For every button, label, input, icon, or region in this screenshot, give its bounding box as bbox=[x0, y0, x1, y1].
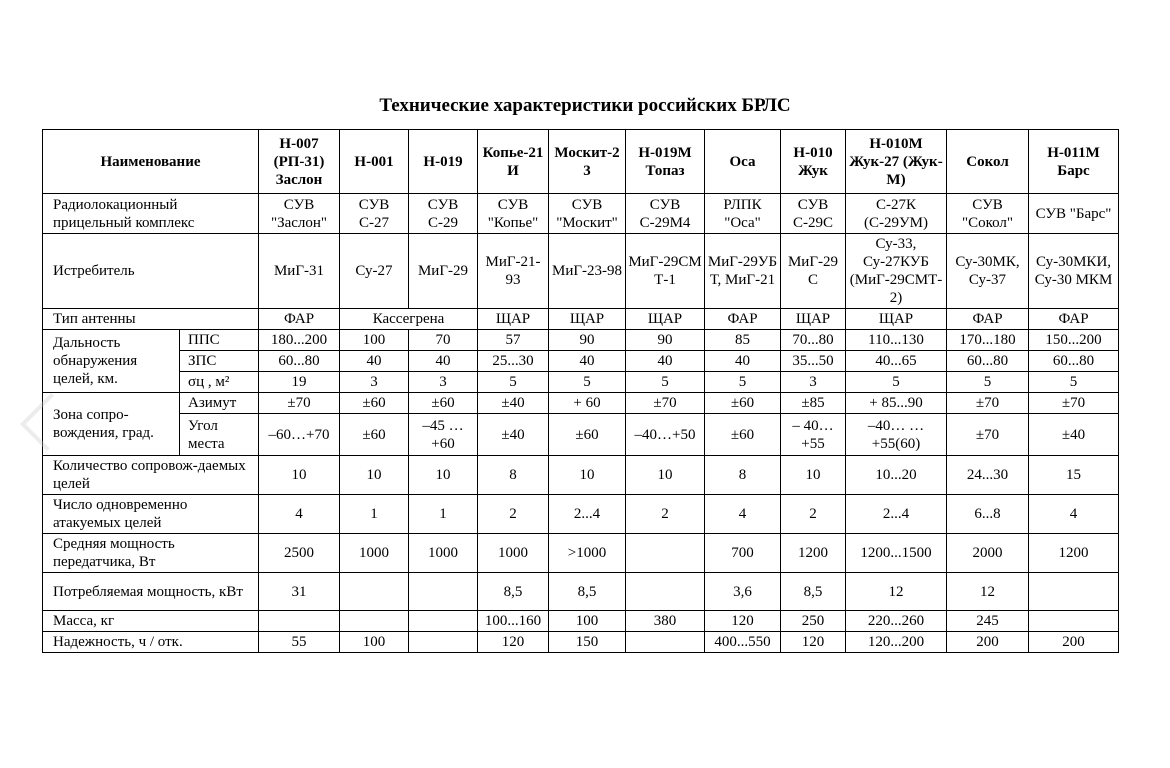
value-cell: ЩАР bbox=[549, 309, 626, 330]
value-cell: 1200 bbox=[781, 534, 846, 573]
value-cell: ±85 bbox=[781, 393, 846, 414]
value-cell: 5 bbox=[705, 372, 781, 393]
value-cell: 10 bbox=[409, 456, 478, 495]
page-title: Технические характеристики российских БРЛС bbox=[379, 95, 791, 116]
value-cell: 2...4 bbox=[846, 495, 947, 534]
value-cell: ЩАР bbox=[626, 309, 705, 330]
sub-label: ППС bbox=[180, 330, 259, 351]
value-cell: 19 bbox=[259, 372, 340, 393]
value-cell: 25...30 bbox=[478, 351, 549, 372]
value-cell: –40… …+55(60) bbox=[846, 414, 947, 456]
value-cell: 55 bbox=[259, 632, 340, 653]
value-cell: 10 bbox=[549, 456, 626, 495]
value-cell: 200 bbox=[1029, 632, 1119, 653]
row-label: Зона сопро-вождения, град. bbox=[43, 393, 180, 456]
value-cell: – 40…+55 bbox=[781, 414, 846, 456]
value-cell: 15 bbox=[1029, 456, 1119, 495]
value-cell: 220...260 bbox=[846, 611, 947, 632]
value-cell: МиГ-29С bbox=[781, 234, 846, 309]
value-cell: ±70 bbox=[1029, 393, 1119, 414]
value-cell: 10 bbox=[626, 456, 705, 495]
value-cell: 2 bbox=[781, 495, 846, 534]
row-mass bbox=[43, 611, 1119, 632]
value-cell: 40 bbox=[705, 351, 781, 372]
value-cell: ±60 bbox=[705, 414, 781, 456]
value-cell: 60...80 bbox=[947, 351, 1029, 372]
value-cell: 2...4 bbox=[549, 495, 626, 534]
value-cell: 24...30 bbox=[947, 456, 1029, 495]
value-cell: Су-27 bbox=[340, 234, 409, 309]
value-cell: ФАР bbox=[259, 309, 340, 330]
value-cell bbox=[409, 573, 478, 611]
value-cell: 5 bbox=[1029, 372, 1119, 393]
value-cell bbox=[259, 611, 340, 632]
value-cell: 35...50 bbox=[781, 351, 846, 372]
value-cell: 1000 bbox=[409, 534, 478, 573]
value-cell bbox=[626, 534, 705, 573]
value-cell: МиГ-23-98 bbox=[549, 234, 626, 309]
value-cell: ±60 bbox=[705, 393, 781, 414]
value-cell: МиГ-31 bbox=[259, 234, 340, 309]
value-cell: 1000 bbox=[340, 534, 409, 573]
value-cell: ±60 bbox=[340, 414, 409, 456]
value-cell: ФАР bbox=[947, 309, 1029, 330]
value-cell: 3 bbox=[409, 372, 478, 393]
row-complex bbox=[43, 194, 1119, 234]
value-cell: СУВ С-29М4 bbox=[626, 194, 705, 234]
value-cell: 4 bbox=[705, 495, 781, 534]
value-cell: ЩАР bbox=[781, 309, 846, 330]
value-cell: СУВ С-27 bbox=[340, 194, 409, 234]
value-cell: 10...20 bbox=[846, 456, 947, 495]
value-cell: ±40 bbox=[478, 393, 549, 414]
radar-column-header: Москит-23 bbox=[549, 130, 626, 194]
value-cell: 3 bbox=[340, 372, 409, 393]
row-label: Число одновременно атакуемых целей bbox=[43, 495, 259, 534]
value-cell: 90 bbox=[626, 330, 705, 351]
value-cell: 6...8 bbox=[947, 495, 1029, 534]
value-cell: 2 bbox=[478, 495, 549, 534]
value-cell: СУВ "Москит" bbox=[549, 194, 626, 234]
value-cell: –45 …+60 bbox=[409, 414, 478, 456]
value-cell: СУВ "Заслон" bbox=[259, 194, 340, 234]
value-cell: 1000 bbox=[478, 534, 549, 573]
value-cell bbox=[1029, 611, 1119, 632]
value-cell: 90 bbox=[549, 330, 626, 351]
value-cell: СУВ С-29С bbox=[781, 194, 846, 234]
value-cell: 8,5 bbox=[781, 573, 846, 611]
row-label: Масса, кг bbox=[43, 611, 259, 632]
value-cell: СУВ С-29 bbox=[409, 194, 478, 234]
value-cell: ±70 bbox=[947, 393, 1029, 414]
value-cell: С-27К (С-29УМ) bbox=[846, 194, 947, 234]
radar-column-header: Н-011М Барс bbox=[1029, 130, 1119, 194]
value-cell: 10 bbox=[781, 456, 846, 495]
row-label: Истребитель bbox=[43, 234, 259, 309]
row-range-pps bbox=[43, 330, 1119, 351]
header-row bbox=[43, 130, 1119, 194]
value-cell: СУВ "Копье" bbox=[478, 194, 549, 234]
value-cell: 8,5 bbox=[549, 573, 626, 611]
row-range-sigma bbox=[43, 372, 1119, 393]
row-antenna bbox=[43, 309, 1119, 330]
value-cell: 2000 bbox=[947, 534, 1029, 573]
value-cell: Су-30МК, Су-37 bbox=[947, 234, 1029, 309]
value-cell: 110...130 bbox=[846, 330, 947, 351]
value-cell: МиГ-29 bbox=[409, 234, 478, 309]
row-tracked bbox=[43, 456, 1119, 495]
value-cell: 120 bbox=[478, 632, 549, 653]
value-cell: 60...80 bbox=[1029, 351, 1119, 372]
value-cell: 5 bbox=[846, 372, 947, 393]
row-label: Средняя мощность передатчика, Вт bbox=[43, 534, 259, 573]
value-cell: 245 bbox=[947, 611, 1029, 632]
value-cell: 1200...1500 bbox=[846, 534, 947, 573]
value-cell bbox=[626, 573, 705, 611]
value-cell: 170...180 bbox=[947, 330, 1029, 351]
value-cell bbox=[626, 632, 705, 653]
row-label: Надежность, ч / отк. bbox=[43, 632, 259, 653]
value-cell: + 60 bbox=[549, 393, 626, 414]
row-range-zps bbox=[43, 351, 1119, 372]
value-cell: ±70 bbox=[259, 393, 340, 414]
sub-label: Азимут bbox=[180, 393, 259, 414]
value-cell: 5 bbox=[626, 372, 705, 393]
value-cell bbox=[340, 573, 409, 611]
value-cell: + 85...90 bbox=[846, 393, 947, 414]
value-cell: 8,5 bbox=[478, 573, 549, 611]
value-cell: 250 bbox=[781, 611, 846, 632]
value-cell: 8 bbox=[478, 456, 549, 495]
value-cell: 12 bbox=[846, 573, 947, 611]
value-cell: 4 bbox=[1029, 495, 1119, 534]
radar-column-header: Н-010М Жук-27 (Жук-М) bbox=[846, 130, 947, 194]
value-cell: 2 bbox=[626, 495, 705, 534]
value-cell bbox=[340, 611, 409, 632]
value-cell: 150...200 bbox=[1029, 330, 1119, 351]
value-cell: 70...80 bbox=[781, 330, 846, 351]
value-cell: 5 bbox=[947, 372, 1029, 393]
value-cell: ±60 bbox=[409, 393, 478, 414]
radar-column-header: Н-010 Жук bbox=[781, 130, 846, 194]
value-cell: 3 bbox=[781, 372, 846, 393]
value-cell: ±40 bbox=[1029, 414, 1119, 456]
value-cell: 100...160 bbox=[478, 611, 549, 632]
value-cell: ФАР bbox=[1029, 309, 1119, 330]
value-cell: 180...200 bbox=[259, 330, 340, 351]
value-cell: 1 bbox=[409, 495, 478, 534]
value-cell: 380 bbox=[626, 611, 705, 632]
value-cell: 400...550 bbox=[705, 632, 781, 653]
radar-column-header: Н-007 (РП-31) Заслон bbox=[259, 130, 340, 194]
row-power_use bbox=[43, 573, 1119, 611]
value-cell: 85 bbox=[705, 330, 781, 351]
value-cell: Су-30МКИ, Су-30 МКМ bbox=[1029, 234, 1119, 309]
row-label: Радиолокационный прицельный комплекс bbox=[43, 194, 259, 234]
value-cell: 100 bbox=[340, 632, 409, 653]
row-label: Дальность обнаружения целей, км. bbox=[43, 330, 180, 393]
value-cell: 40 bbox=[409, 351, 478, 372]
value-cell: СУВ "Сокол" bbox=[947, 194, 1029, 234]
sub-label: Угол места bbox=[180, 414, 259, 456]
value-cell: 57 bbox=[478, 330, 549, 351]
value-cell: >1000 bbox=[549, 534, 626, 573]
sub-label: ЗПС bbox=[180, 351, 259, 372]
value-cell: –40…+50 bbox=[626, 414, 705, 456]
name-header: Наименование bbox=[43, 130, 259, 194]
value-cell: ±70 bbox=[626, 393, 705, 414]
row-tracking-azimuth bbox=[43, 393, 1119, 414]
radar-column-header: Сокол bbox=[947, 130, 1029, 194]
row-attacked bbox=[43, 495, 1119, 534]
value-cell: МиГ-21-93 bbox=[478, 234, 549, 309]
row-label: Количество сопровож-даемых целей bbox=[43, 456, 259, 495]
value-cell: 4 bbox=[259, 495, 340, 534]
value-cell: СУВ "Барс" bbox=[1029, 194, 1119, 234]
value-cell: ±70 bbox=[947, 414, 1029, 456]
value-cell: 1200 bbox=[1029, 534, 1119, 573]
row-power_tx bbox=[43, 534, 1119, 573]
value-cell bbox=[409, 632, 478, 653]
value-cell: 31 bbox=[259, 573, 340, 611]
value-cell: ±60 bbox=[549, 414, 626, 456]
value-cell: 10 bbox=[259, 456, 340, 495]
radar-column-header: Н-019 bbox=[409, 130, 478, 194]
value-cell: 3,6 bbox=[705, 573, 781, 611]
value-cell: Кассегрена bbox=[340, 309, 478, 330]
value-cell bbox=[1029, 573, 1119, 611]
value-cell: ЩАР bbox=[846, 309, 947, 330]
value-cell: 40 bbox=[549, 351, 626, 372]
value-cell: 40 bbox=[626, 351, 705, 372]
row-fighter bbox=[43, 234, 1119, 309]
value-cell: –60…+70 bbox=[259, 414, 340, 456]
value-cell: 2500 bbox=[259, 534, 340, 573]
value-cell: 40...65 bbox=[846, 351, 947, 372]
radar-column-header: Н-001 bbox=[340, 130, 409, 194]
radar-column-header: Н-019М Топаз bbox=[626, 130, 705, 194]
row-label: Тип антенны bbox=[43, 309, 259, 330]
value-cell: 700 bbox=[705, 534, 781, 573]
value-cell: МиГ-29СМТ-1 bbox=[626, 234, 705, 309]
value-cell: 150 bbox=[549, 632, 626, 653]
radar-column-header: Оса bbox=[705, 130, 781, 194]
row-tracking-elevation bbox=[43, 414, 1119, 456]
value-cell: 40 bbox=[340, 351, 409, 372]
value-cell: ФАР bbox=[705, 309, 781, 330]
value-cell: Су-33, Су-27КУБ (МиГ-29СМТ-2) bbox=[846, 234, 947, 309]
value-cell: РЛПК "Оса" bbox=[705, 194, 781, 234]
value-cell: ЩАР bbox=[478, 309, 549, 330]
value-cell: 1 bbox=[340, 495, 409, 534]
row-reliability bbox=[43, 632, 1119, 653]
value-cell: 120 bbox=[781, 632, 846, 653]
value-cell: 100 bbox=[549, 611, 626, 632]
value-cell: 200 bbox=[947, 632, 1029, 653]
value-cell: 5 bbox=[478, 372, 549, 393]
value-cell: 120...200 bbox=[846, 632, 947, 653]
value-cell: 120 bbox=[705, 611, 781, 632]
spec-table bbox=[42, 129, 1119, 653]
value-cell: 60...80 bbox=[259, 351, 340, 372]
value-cell: 100 bbox=[340, 330, 409, 351]
value-cell: 5 bbox=[549, 372, 626, 393]
value-cell: 8 bbox=[705, 456, 781, 495]
value-cell: 70 bbox=[409, 330, 478, 351]
row-label: Потребляемая мощность, кВт bbox=[43, 573, 259, 611]
value-cell bbox=[409, 611, 478, 632]
sub-label: σц , м² bbox=[180, 372, 259, 393]
value-cell: МиГ-29УБТ, МиГ-21 bbox=[705, 234, 781, 309]
radar-column-header: Копье-21И bbox=[478, 130, 549, 194]
value-cell: 10 bbox=[340, 456, 409, 495]
value-cell: 12 bbox=[947, 573, 1029, 611]
value-cell: ±40 bbox=[478, 414, 549, 456]
value-cell: ±60 bbox=[340, 393, 409, 414]
